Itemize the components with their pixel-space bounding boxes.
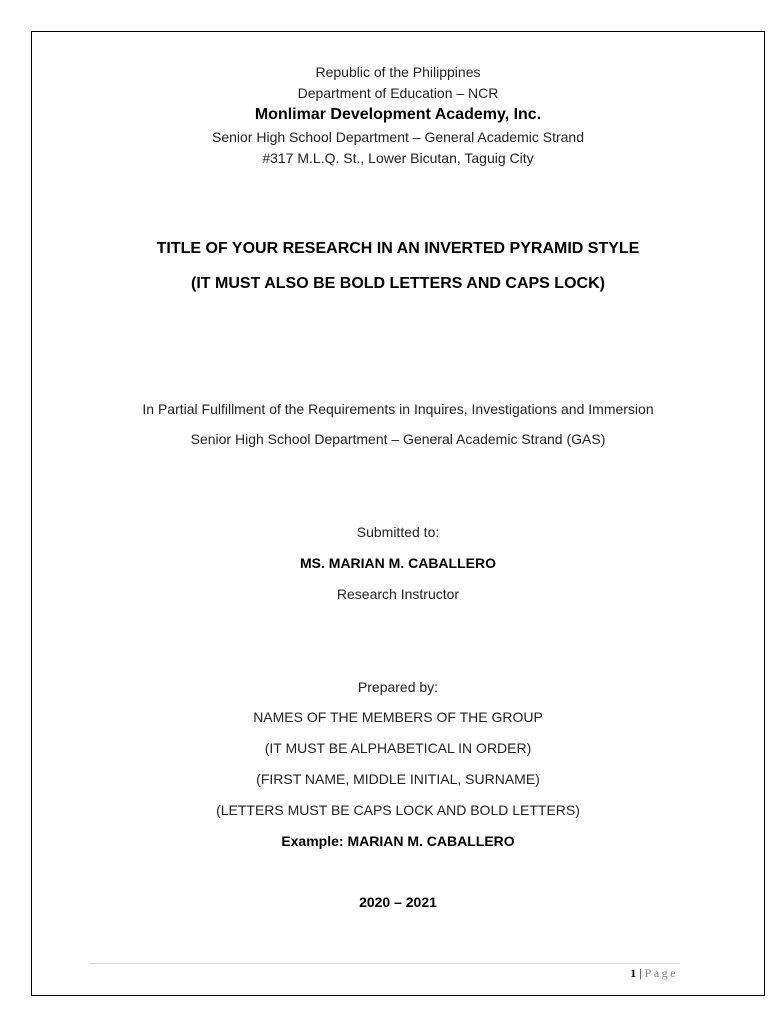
school-year: 2020 – 2021	[359, 894, 437, 910]
prepared-line: (FIRST NAME, MIDDLE INITIAL, SURNAME)	[256, 771, 540, 787]
page-footer	[630, 965, 678, 981]
footer-divider	[90, 963, 680, 964]
document-page	[31, 31, 765, 996]
instructor-name: MS. MARIAN M. CABALLERO	[300, 555, 496, 571]
fulfillment-line-1: In Partial Fulfillment of the Requirements in Inquires, Investigations and Immersion	[142, 401, 654, 417]
page-label: Page	[644, 966, 678, 980]
instructor-role: Research Instructor	[336, 586, 460, 602]
fulfillment-line-2: Senior High School Department – General Academic Strand (GAS)	[190, 431, 606, 447]
page-number: 1	[630, 966, 637, 980]
prepared-line: (LETTERS MUST BE CAPS LOCK AND BOLD LETTERS)	[216, 802, 580, 818]
country-line: Republic of the Philippines	[315, 64, 481, 80]
page-separator: |	[639, 966, 642, 980]
research-title-line-2: (IT MUST ALSO BE BOLD LETTERS AND CAPS LOCK)	[191, 275, 605, 292]
address-line: #317 M.L.Q. St., Lower Bicutan, Taguig City	[262, 150, 534, 166]
submitted-to-label: Submitted to:	[356, 524, 440, 540]
strand-line: Senior High School Department – General Academic Strand	[212, 129, 584, 145]
department-line: Department of Education – NCR	[297, 85, 499, 101]
school-name: Monlimar Development Academy, Inc.	[254, 106, 542, 123]
prepared-by-label: Prepared by:	[357, 679, 439, 695]
example-name: Example: MARIAN M. CABALLERO	[281, 833, 515, 849]
research-title-line-1: TITLE OF YOUR RESEARCH IN AN INVERTED PYRAMID STYLE	[156, 240, 640, 257]
prepared-line: NAMES OF THE MEMBERS OF THE GROUP	[253, 709, 543, 725]
prepared-line: (IT MUST BE ALPHABETICAL IN ORDER)	[264, 740, 532, 756]
